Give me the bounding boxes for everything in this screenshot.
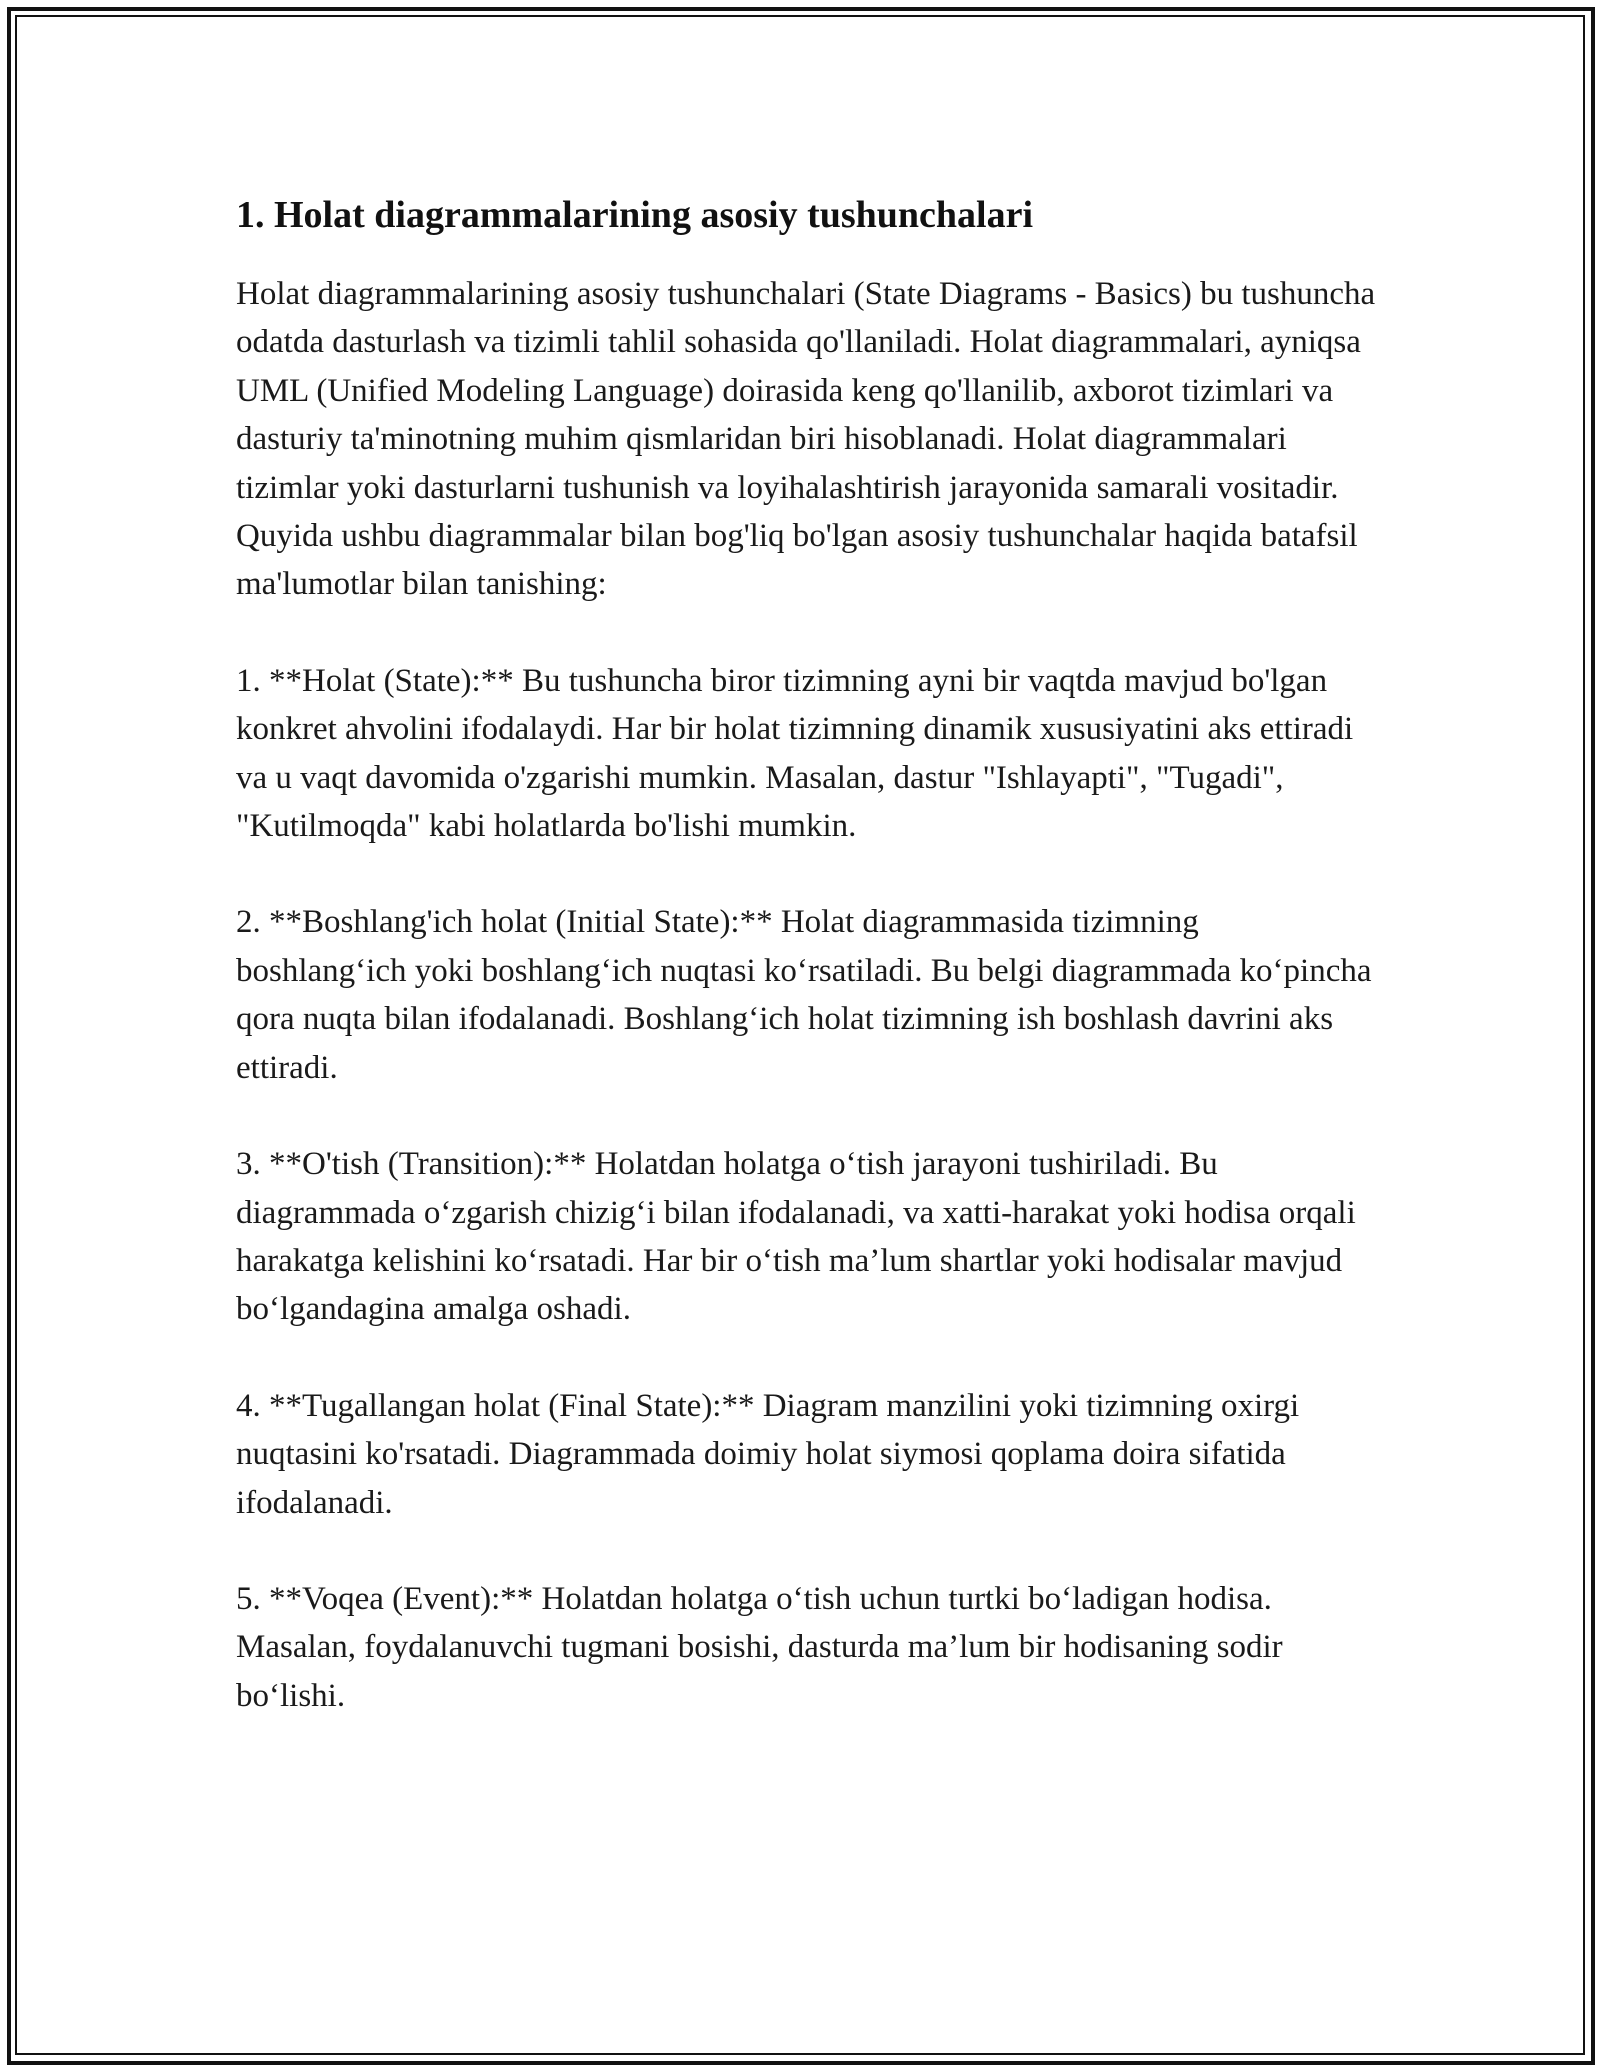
intro-paragraph: Holat diagrammalarining asosiy tushunchalari (State Diagrams - Basics) bu tushuncha odatda dasturlash va tizimli tahlil sohasida qo'llaniladi. Holat diagrammalari, ayniqsa UML (Unified Modeling Language) doirasida keng qo'llanilib, axborot tizimlari va dasturiy ta'minotning muhim qismlaridan biri hisoblanadi. Holat diagrammalari tizimlar yoki dasturlarni tushunish va loyihalashtirish jarayonida samarali vositadir. Quyida ushbu diagrammalar bilan bog'liq bo'lgan asosiy tushunchalar haqida batafsil ma'lumotlar bilan tanishing:: [236, 276, 1376, 603]
paragraph-event: 5. **Voqea (Event):** Holatdan holatga o‘tish uchun turtki bo‘ladigan hodisa. Masalan, foydalanuvchi tugmani bosishi, dasturda ma’lum bir hodisaning sodir bo‘lishi.: [236, 1580, 1283, 1714]
paragraph-initial-state: 2. **Boshlang'ich holat (Initial State):** Holat diagrammasida tizimning boshlang‘ich yoki boshlang‘ich nuqtasi ko‘rsatiladi. Bu belgi diagrammada ko‘pincha qora nuqta bilan ifodalanadi. Boshlang‘ich holat tizimning ish boshlash davrini aks ettiradi.: [236, 904, 1372, 1086]
paragraph-final-state: 4. **Tugallangan holat (Final State):** Diagram manzilini yoki tizimning oxirgi nuqtasini ko'rsatadi. Diagrammada doimiy holat siymosi qoplama doira sifatida ifodalanadi.: [236, 1387, 1300, 1521]
section-heading: 1. Holat diagrammalarining asosiy tushunchalari: [236, 194, 1034, 236]
paragraph-transition: 3. **O'tish (Transition):** Holatdan holatga o‘tish jarayoni tushiriladi. Bu diagrammada o‘zgarish chizig‘i bilan ifodalanadi, va xatti-harakat yoki hodisa orqali harakatga kelishini ko‘rsatadi. Har bir o‘tish ma’lum shartlar yoki hodisalar mavjud bo‘lgandagina amalga oshadi.: [236, 1146, 1356, 1328]
paragraph-state: 1. **Holat (State):** Bu tushuncha biror tizimning ayni bir vaqtda mavjud bo'lgan konkret ahvolini ifodalaydi. Har bir holat tizimning dinamik xususiyatini aks ettiradi va u vaqt davomida o'zgarishi mumkin. Masalan, dastur "Ishlayapti", "Tugadi", "Kutilmoqda" kabi holatlarda bo'lishi mumkin.: [236, 662, 1354, 845]
document-body: [236, 190, 1376, 1768]
